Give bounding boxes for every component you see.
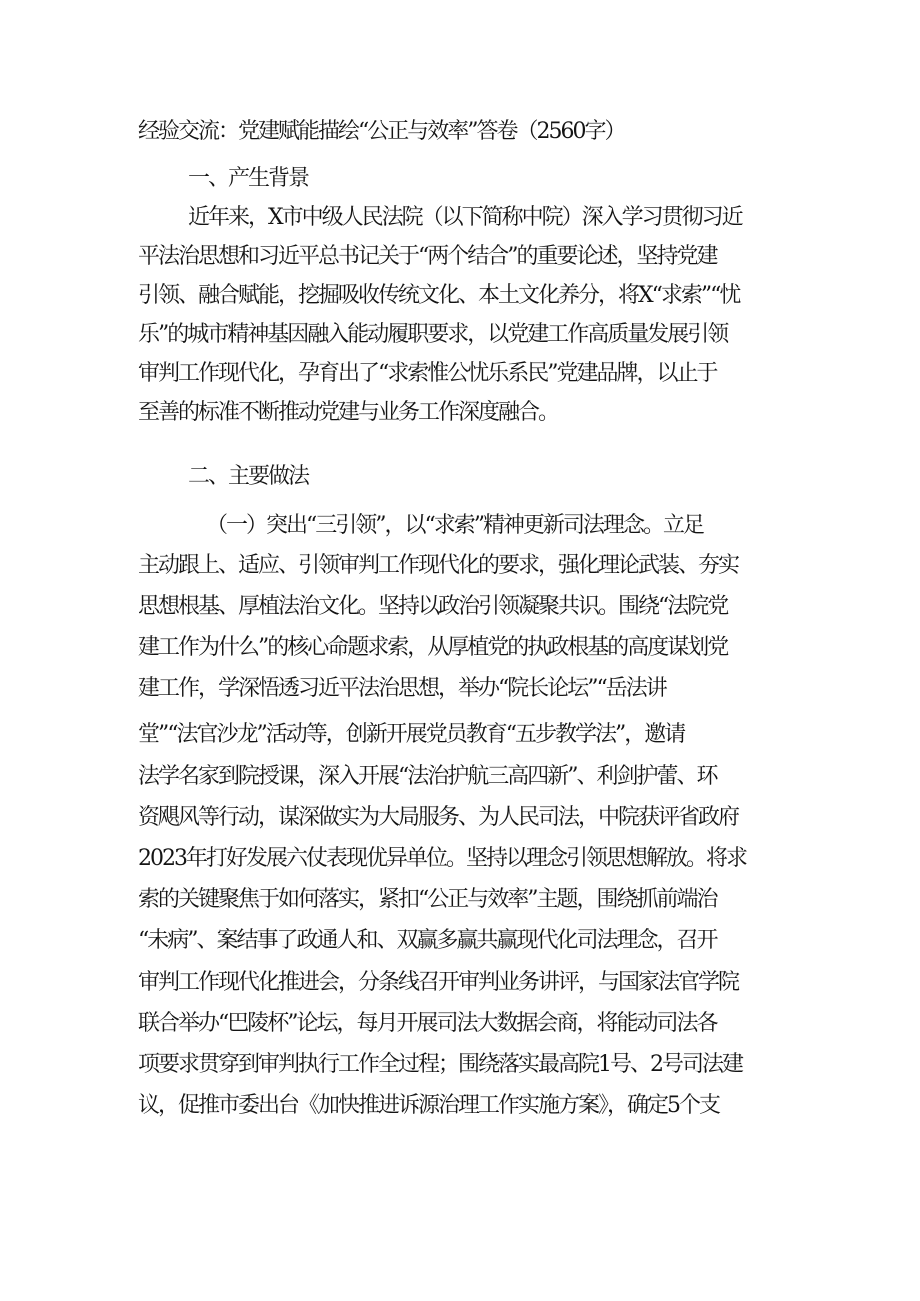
paragraph-line: 议，促推市委出台《加快推进诉源治理工作实施方案》，确定5个支 — [138, 1093, 719, 1118]
paragraph-line: 乐”的城市精神基因融入能动履职要求，以党建工作高质量发展引领 — [138, 322, 728, 347]
paragraph-line: 资飓风等行动，谋深做实为大局服务、为人民司法，中院获评省政府 — [138, 805, 739, 830]
paragraph-line: 法学名家到院授课，深入开展“法治护航三高四新”、利剑护蕾、环 — [138, 764, 717, 789]
paragraph-line: 审判工作现代化推进会，分条线召开审判业务讲评，与国家法官学院 — [138, 970, 739, 995]
paragraph-line: 引领、融合赋能，挖掘吸收传统文化、本土文化养分，将X“求索”“忧 — [138, 283, 740, 308]
paragraph-line: 索的关键聚焦于如何落实，紧扣“公正与效率”主题，围绕抓前端治 — [138, 887, 717, 912]
paragraph-line: “未病”、案结事了政通人和、双赢多赢共赢现代化司法理念，召开 — [138, 928, 717, 953]
paragraph-line: （一）突出“三引领”，以“求索”精神更新司法理念。立足 — [206, 513, 703, 538]
paragraph-line: 建工作，学深悟透习近平法治思想，举办“院长论坛”“岳法讲 — [138, 676, 666, 701]
paragraph-line: 堂”“法官沙龙”活动等，创新开展党员教育“五步教学法”，邀请 — [138, 722, 685, 747]
paragraph-line: 项要求贯穿到审判执行工作全过程；围绕落实最高院1号、2号司法建 — [138, 1052, 742, 1077]
paragraph-line: 2023年打好发展六仗表现优异单位。坚持以理念引领思想解放。将求 — [138, 846, 746, 871]
paragraph-line: 近年来，X市中级人民法院（以下简称中院）深入学习贯彻习近 — [188, 205, 742, 230]
paragraph-line: 主动跟上、适应、引领审判工作现代化的要求，强化理论武装、夯实 — [138, 553, 739, 578]
paragraph-line: 平法治思想和习近平总书记关于“两个结合”的重要论述，坚持党建 — [138, 244, 717, 269]
paragraph-line: 审判工作现代化，孕育出了“求索惟公忧乐系民”党建品牌，以止于 — [138, 361, 717, 386]
section-heading-methods: 二、主要做法 — [188, 464, 309, 489]
paragraph-line: 建工作为什么”的核心命题求索，从厚植党的执政根基的高度谋划党 — [138, 635, 728, 660]
paragraph-line: 至善的标准不断推动党建与业务工作深度融合。 — [138, 400, 559, 425]
document-title: 经验交流：党建赋能描绘“公正与效率”答卷（2560字） — [138, 119, 625, 144]
paragraph-line: 思想根基、厚植法治文化。坚持以政治引领凝聚共识。围绕“法院党 — [138, 594, 728, 619]
paragraph-line: 联合举办“巴陵杯”论坛，每月开展司法大数据会商，将能动司法各 — [138, 1011, 717, 1036]
section-heading-background: 一、产生背景 — [188, 166, 309, 191]
